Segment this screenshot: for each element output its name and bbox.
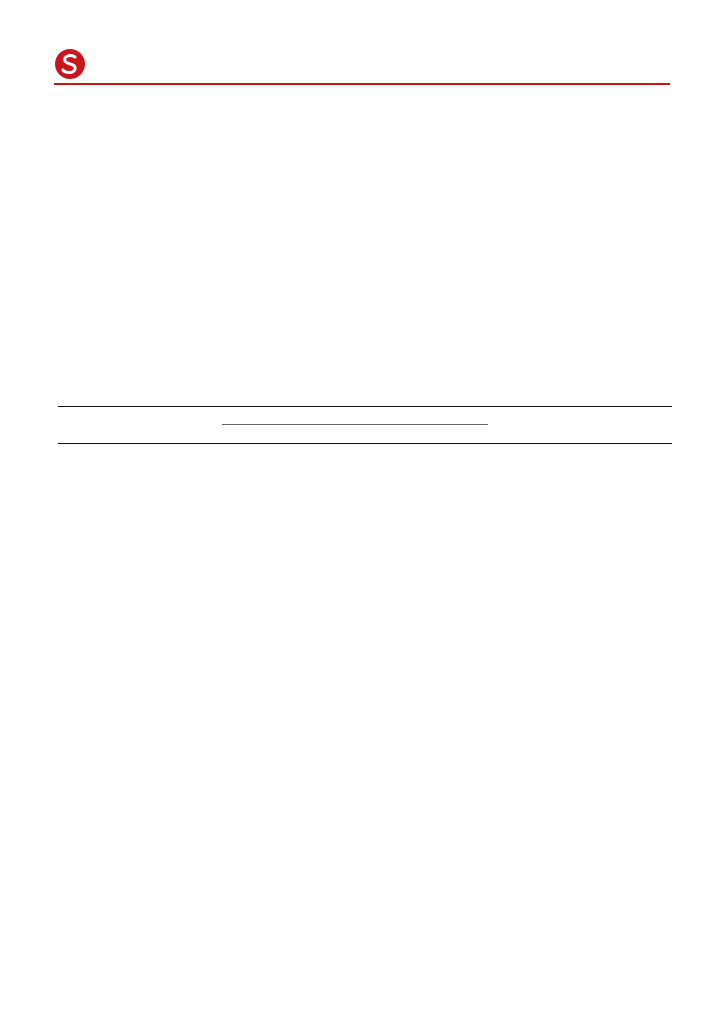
header-divider — [54, 83, 670, 85]
company-logo-icon — [54, 48, 86, 80]
table1-group-rule — [222, 424, 488, 425]
table1-header-rule — [58, 443, 672, 444]
table1-top-rule — [58, 406, 672, 407]
